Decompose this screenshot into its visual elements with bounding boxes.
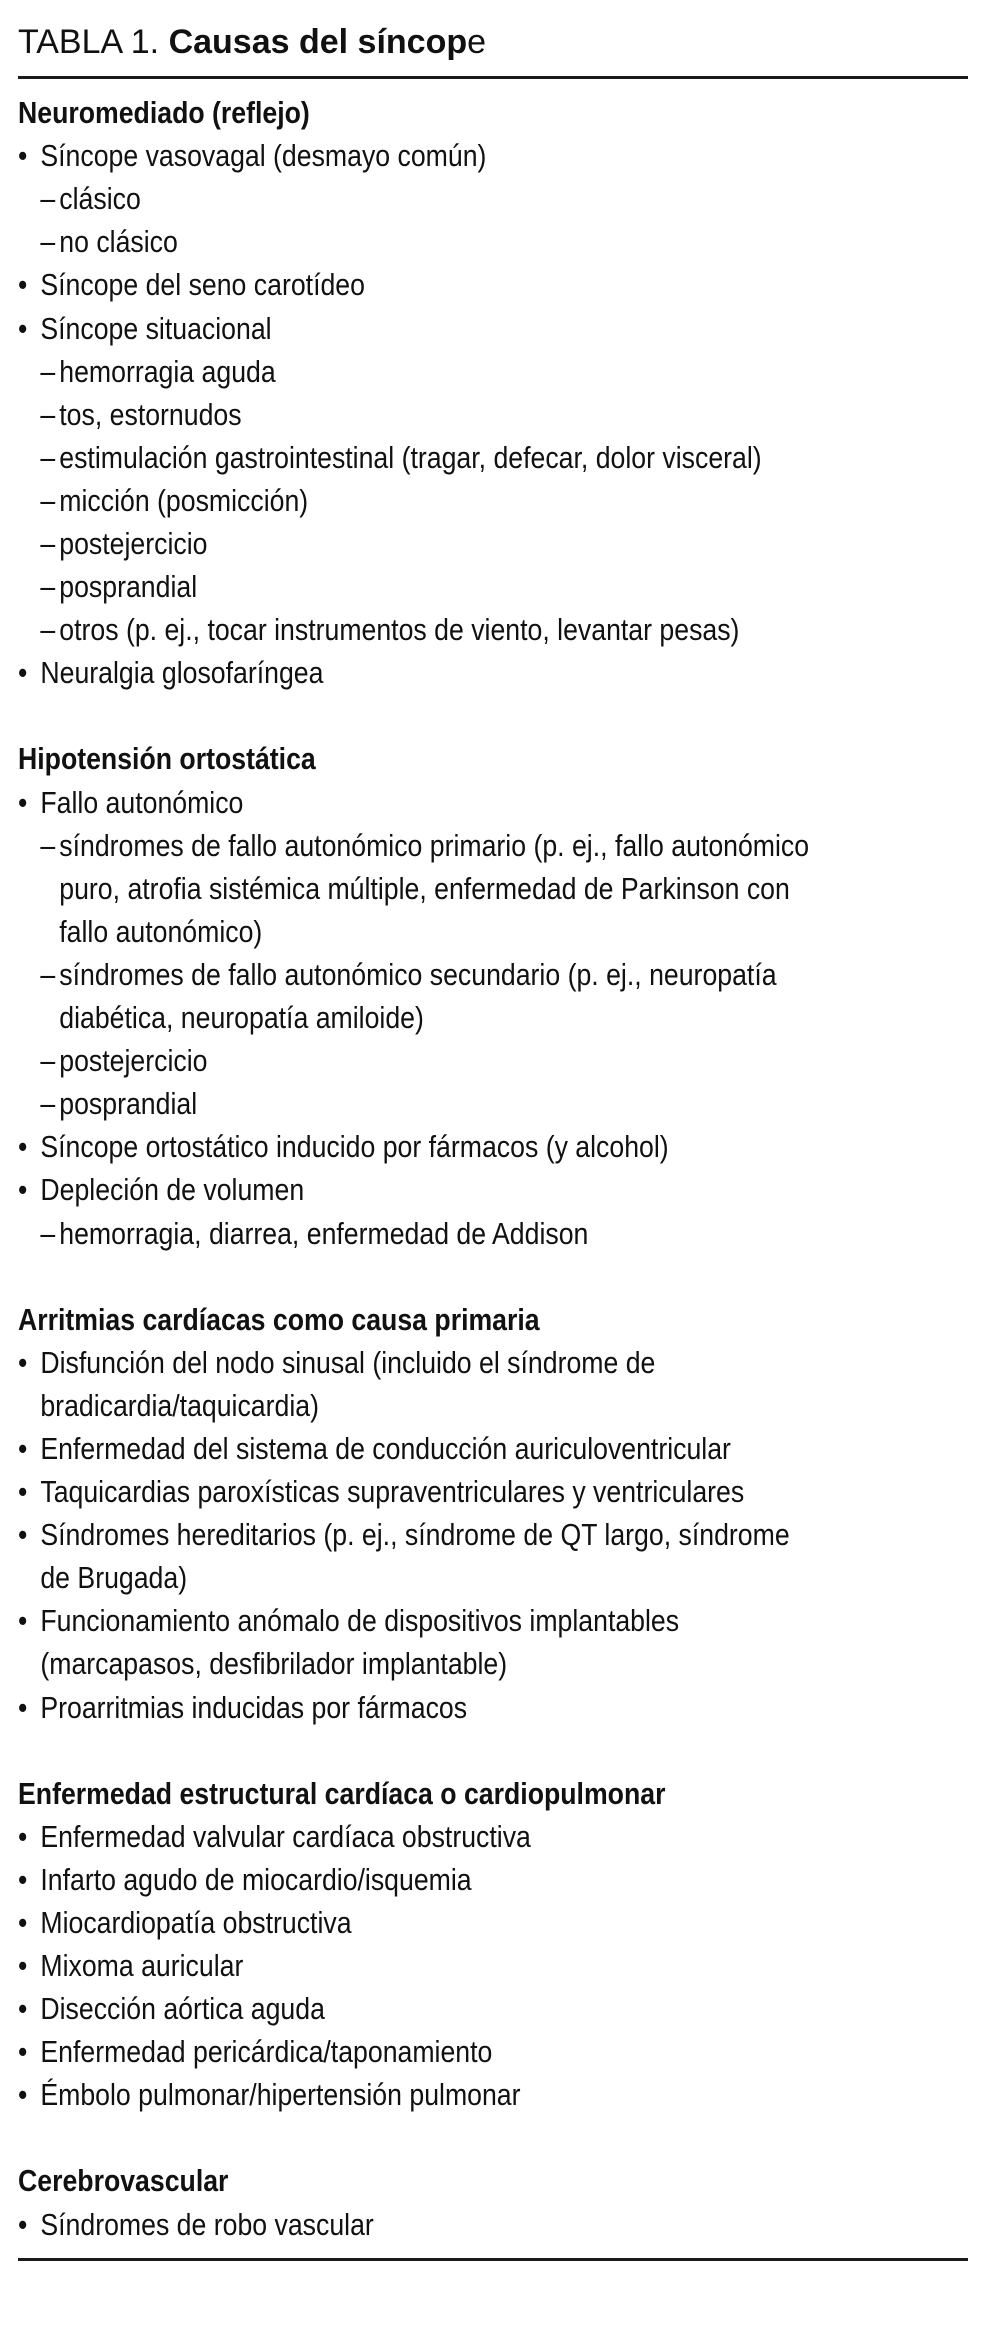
bullet-marker: • — [18, 1172, 28, 1208]
sub-item-continuation-text: fallo autonómico) — [59, 913, 263, 949]
dash-marker: – — [40, 1086, 56, 1122]
table-title — [18, 12, 486, 72]
section-heading: Hipotensión ortostática — [18, 741, 316, 777]
bullet-text: Enfermedad valvular cardíaca obstructiva — [40, 1818, 531, 1854]
bullet-text: Émbolo pulmonar/hipertensión pulmonar — [40, 2077, 521, 2113]
bullet-text: Taquicardias paroxísticas supraventriculares y ventriculares — [40, 1474, 745, 1509]
bullet-text: Funcionamiento anómalo de dispositivos implantables — [40, 1603, 680, 1639]
dash-marker: – — [40, 396, 56, 432]
sub-item-text: posprandial — [59, 569, 198, 605]
bullet-continuation-text: bradicardia/taquicardia) — [40, 1387, 319, 1423]
sub-item-text: postejercicio — [59, 1043, 208, 1079]
bullet-text: Síndromes de robo vascular — [40, 2206, 374, 2242]
sub-item-text: hemorragia aguda — [59, 353, 276, 389]
bullet-text: Enfermedad del sistema de conducción auriculoventricular — [40, 1430, 731, 1466]
dash-marker: – — [40, 612, 56, 648]
bullet-text: Síncope del seno carotídeo — [40, 267, 365, 303]
section-heading: Neuromediado (reflejo) — [18, 95, 310, 130]
bullet-marker: • — [18, 138, 28, 174]
bullet-marker: • — [18, 1991, 28, 2027]
dash-marker: – — [40, 353, 56, 389]
bullet-marker: • — [18, 1948, 28, 1983]
bottom-rule — [18, 2258, 968, 2261]
table-title-text: Causas del síncop — [168, 23, 468, 61]
section-heading: Cerebrovascular — [18, 2163, 229, 2199]
sub-item-text: posprandial — [59, 1086, 198, 1122]
sub-item-continuation-text: diabética, neuropatía amiloide) — [59, 1000, 424, 1035]
bullet-continuation-text: de Brugada) — [40, 1560, 188, 1596]
sub-item-text: clásico — [59, 181, 141, 217]
top-rule — [18, 76, 968, 79]
bullet-marker: • — [18, 1474, 28, 1509]
bullet-text: Fallo autonómico — [40, 784, 244, 820]
bullet-continuation-text: (marcapasos, desfibrilador implantable) — [40, 1646, 508, 1682]
bullet-marker: • — [18, 267, 28, 303]
sub-item-text: estimulación gastrointestinal (tragar, defecar, dolor visceral) — [59, 439, 762, 475]
sub-item-text: otros (p. ej., tocar instrumentos de viento, levantar pesas) — [59, 612, 740, 648]
bullet-text: Miocardiopatía obstructiva — [40, 1904, 352, 1940]
bullet-marker: • — [18, 784, 28, 820]
bullet-marker: • — [18, 655, 28, 691]
bullet-text: Síncope vasovagal (desmayo común) — [40, 138, 487, 174]
bullet-text: Disfunción del nodo sinusal (incluido el síndrome de — [40, 1344, 656, 1380]
section-heading: Enfermedad estructural cardíaca o cardiopulmonar — [18, 1775, 666, 1811]
bullet-marker: • — [18, 1818, 28, 1854]
dash-marker: – — [40, 956, 56, 992]
bullet-text: Depleción de volumen — [40, 1172, 305, 1208]
dash-marker: – — [40, 181, 56, 217]
sub-item-text: postejercicio — [59, 526, 208, 561]
sub-item-text: tos, estornudos — [59, 396, 242, 432]
bullet-marker: • — [18, 1129, 28, 1165]
dash-marker: – — [40, 569, 56, 605]
bullet-text: Mixoma auricular — [40, 1948, 244, 1983]
bullet-marker: • — [18, 2206, 28, 2242]
dash-marker: – — [40, 1215, 56, 1251]
bullet-text: Síndromes hereditarios (p. ej., síndrome de QT largo, síndrome — [40, 1517, 790, 1553]
bullet-text: Infarto agudo de miocardio/isquemia — [40, 1861, 472, 1897]
dash-marker: – — [40, 439, 56, 475]
bullet-text: Proarritmias inducidas por fármacos — [40, 1689, 468, 1725]
section-heading: Arritmias cardíacas como causa primaria — [18, 1301, 540, 1337]
bullet-text: Síncope ortostático inducido por fármacos (y alcohol) — [40, 1129, 669, 1165]
bullet-marker: • — [18, 1904, 28, 1940]
bullet-text: Disección aórtica aguda — [40, 1991, 325, 2027]
bullet-marker: • — [18, 1430, 28, 1466]
dash-marker: – — [40, 224, 56, 260]
bullet-text: Enfermedad pericárdica/taponamiento — [40, 2034, 493, 2070]
dash-marker: – — [40, 526, 56, 561]
bullet-text: Síncope situacional — [40, 310, 272, 346]
sub-item-text: síndromes de fallo autonómico secundario (p. ej., neuropatía — [59, 956, 777, 992]
sub-item-text: hemorragia, diarrea, enfermedad de Addison — [59, 1215, 589, 1251]
dash-marker: – — [40, 1043, 56, 1079]
table-title-tail: e — [467, 23, 487, 61]
bullet-marker: • — [18, 1689, 28, 1725]
bullet-marker: • — [18, 1603, 28, 1639]
sub-item-text: síndromes de fallo autonómico primario (p. ej., fallo autonómico — [59, 827, 810, 863]
dash-marker: – — [40, 827, 56, 863]
bullet-text: Neuralgia glosofaríngea — [40, 655, 324, 691]
table-label: TABLA 1. — [18, 23, 169, 61]
bullet-marker: • — [18, 310, 28, 346]
bullet-marker: • — [18, 1861, 28, 1897]
sub-item-text: micción (posmicción) — [59, 482, 309, 518]
bullet-marker: • — [18, 2034, 28, 2070]
dash-marker: – — [40, 482, 56, 518]
sub-item-text: no clásico — [59, 224, 178, 260]
bullet-marker: • — [18, 2077, 28, 2113]
bullet-marker: • — [18, 1344, 28, 1380]
bullet-marker: • — [18, 1517, 28, 1553]
sub-item-continuation-text: puro, atrofia sistémica múltiple, enfermedad de Parkinson con — [59, 870, 790, 906]
